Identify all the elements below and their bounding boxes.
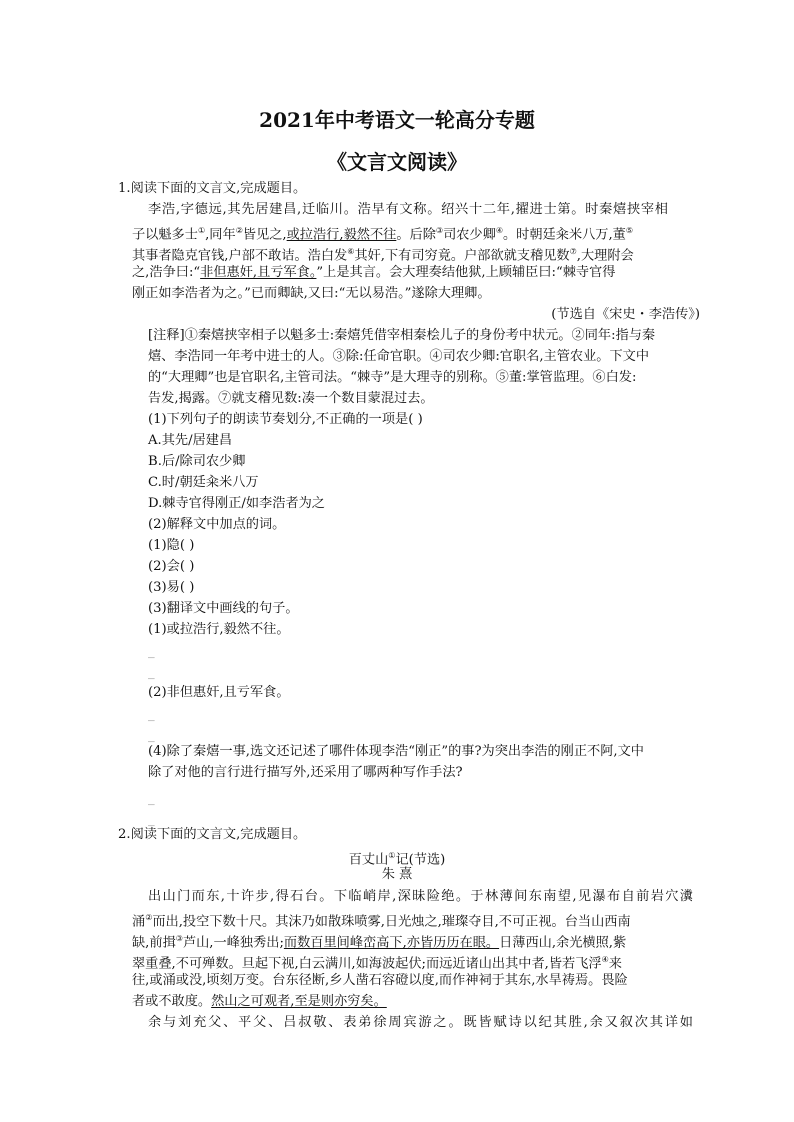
q1-sub3-item: (1)或拉浩行,毅然不往。 [148,622,290,637]
answer-blank: _ [148,707,155,722]
q2-passage-title: 百丈山①记(节选) [348,851,446,868]
answer-blank: _ [148,644,155,659]
q1-passage-line: 子以魁多士①,同年②皆见之,或拉浩行,毅然不往。后除③司农少卿④。时朝廷籴米八万,董⑤ [132,226,634,243]
q1-heading: 1.阅读下面的文言文,完成题目。 [118,181,307,196]
q1-note-line: 熺、李浩同一年考中进士的人。③除:任命官职。④司农少卿:官职名,主管农业。下文中 [148,349,650,364]
q2-passage-line: 出山门而东,十许步,得石台。下临峭岸,深昧险绝。于林薄间东南望,见瀑布自前岩穴瀵 [148,889,693,904]
q2-author: 朱 熹 [381,867,413,882]
q1-sub1-question: (1)下列句子的朗读节奏划分,不正确的一项是( ) [148,412,423,427]
q1-sub2-question: (2)解释文中加点的词。 [148,517,286,532]
q1-sub3-question: (3)翻译文中画线的句子。 [148,601,299,616]
q1-option: B.后/除司农少卿 [148,454,246,469]
q1-option: A.其先/居建昌 [148,433,233,448]
underlined-sentence: 然山之可观者,至是则亦穷矣。 [211,994,387,1009]
q1-note-line: [注释]①秦熺挟宰相子以魁多士:秦熺凭借宰相秦桧儿子的身份考中状元。②同年:指与秦 [148,328,656,343]
underlined-sentence: 或拉浩行,毅然不往 [286,227,397,243]
q1-sub2-item: (1)隐( ) [148,538,195,553]
q1-note-line: 的“大理卿”也是官职名,主管司法。“棘寺”是大理寺的别称。⑤董:掌管监理。⑥白发: [148,370,637,385]
q2-passage-line: 缺,前揖③芦山,一峰独秀出;而数百里间峰峦高下,亦皆历历在眼。日薄西山,余光横照,紫 [132,934,627,951]
q1-option: D.棘寺官得刚正/如李浩者为之 [148,496,325,511]
q1-passage-line: 其事者隐克官钱,户部不敢诘。浩白发⑥其奸,下有司穷竟。户部欲就支稽见数⑦,大理附会 [132,247,634,264]
answer-blank: _ [148,812,155,827]
document-title: 2021年中考语文一轮高分专题 [259,108,535,132]
q2-passage-line: 往,或涌或没,顷刻万变。台东径断,乡人凿石容磴以度,而作神祠于其东,水旱祷焉。畏险 [132,973,628,988]
q1-source: (节选自《宋史・李浩传》) [551,307,700,322]
q1-passage-line: 之,浩争曰:“非但惠奸,且亏军食。”上是其言。会大理奏结他狱,上顾辅臣曰:“棘寺官得 [132,265,616,280]
q2-passage-line: 涌②而出,投空下数十尺。其沫乃如散珠喷雾,日光烛之,璀璨夺目,不可正视。台当山西南 [132,913,631,930]
answer-blank: _ [148,728,155,743]
q1-passage-line: 刚正如李浩者为之。”已而卿缺,又曰:“无以易浩。”遂除大理卿。 [132,286,491,301]
q1-sub2-item: (3)易( ) [148,580,195,595]
q2-heading: 2.阅读下面的文言文,完成题目。 [118,827,307,842]
underlined-sentence: 非但惠奸,且亏军食。 [200,265,317,280]
q1-sub2-item: (2)会( ) [148,559,195,574]
q1-note-line: 告发,揭露。⑦就支稽见数:凑一个数目蒙混过去。 [148,391,434,406]
q1-sub4-question: (4)除了秦熺一事,选文还记述了哪件体现李浩“刚正”的事?为突出李浩的刚正不阿,文中 [148,744,644,759]
q2-passage-line: 翠重叠,不可殚数。旦起下视,白云满川,如海波起伏;而远近诸山出其中者,皆若飞浮④来 [132,955,622,972]
answer-blank: _ [148,665,155,680]
q1-sub4-question: 除了对他的言行进行描写外,还采用了哪两种写作手法? [148,765,463,780]
q2-passage-line: 余与刘充父、平父、吕叔敬、表弟徐周宾游之。既皆赋诗以纪其胜,余又叙次其详如 [148,1015,693,1030]
document-subtitle: 《文言文阅读》 [327,150,467,174]
q1-option: C.时/朝廷籴米八万 [148,475,259,490]
underlined-sentence: 而数百里间峰峦高下,亦皆历历在眼。 [283,935,500,951]
q1-sub3-item: (2)非但惠奸,且亏军食。 [148,685,290,700]
q1-passage-line: 李浩,字德远,其先居建昌,迁临川。浩早有文称。绍兴十二年,擢进士第。时秦熺挟宰相 [148,202,668,217]
answer-blank: _ [148,791,155,806]
q2-passage-line: 者或不敢度。然山之可观者,至是则亦穷矣。 [132,994,387,1009]
